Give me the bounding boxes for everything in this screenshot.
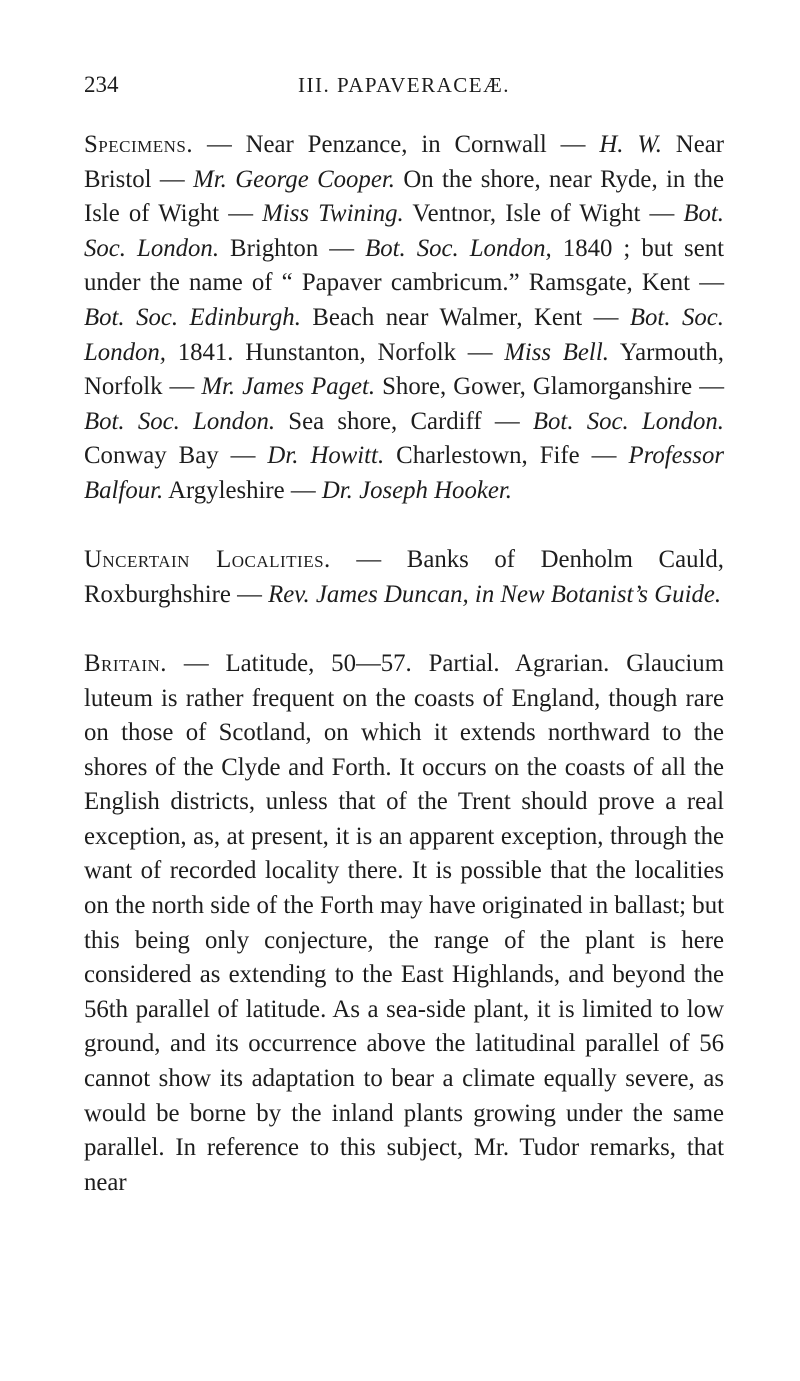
body-text-run: Brighton —	[219, 234, 366, 262]
section-heading: Uncertain Localities.	[84, 546, 331, 574]
body-text-run: Beach near Walmer, Kent —	[300, 303, 630, 331]
italic-citation: H. W.	[599, 131, 662, 158]
body-text-run: — Latitude, 50—57. Partial. Agrarian. Glaucium luteum is rather frequent on the coasts of England, though rare on those of Scotland, on which it extends northward to the shores of the Clyde and Forth. It occurs on the coasts of all the English districts, unless that of the Trent should prove a real exception, as, at present, it is an apparent exception, through the want of recorded locality there. It is possible that the localities on the north side of the Forth may have originated in ballast; but this being only conjecture, the range of the plant is here considered as extending to the East Highlands, and beyond the 56th parallel of latitude. As a sea-side plant, it is limited to low ground, and its occurrence above the latitudinal parallel of 56 cannot show its adaptation to bear a climate equally severe, as would be borne by the inland plants growing under the same parallel. In reference to this subject, Mr. Tudor remarks, that near	[84, 649, 724, 1196]
italic-citation: Mr. James Paget.	[201, 373, 376, 401]
body-text-run: — Banks of Denholm Cauld, Roxburghshire —	[84, 546, 724, 608]
running-title: III. PAPAVERACEÆ.	[297, 73, 511, 97]
body-text-run: — Near Penzance, in Cornwall —	[193, 131, 600, 158]
italic-citation: Bot. Soc. London.	[532, 407, 724, 435]
body-text-run: Conway Bay —	[84, 442, 268, 470]
italic-citation: Bot. Soc. London,	[84, 303, 724, 366]
italic-citation: Bot. Soc. Edinburgh.	[84, 303, 301, 331]
paragraph-uncertain-localities	[84, 543, 724, 612]
body-text-run: 1841. Hunstanton, Norfolk —	[165, 338, 505, 366]
italic-citation: Rev. James Duncan, in New Botanist’s Guide.	[268, 580, 722, 608]
italic-citation: Miss Twining.	[262, 200, 404, 228]
body-text-run: Near Bristol —	[84, 131, 724, 193]
body-text-run: Shore, Gower, Glamorganshire —	[375, 373, 724, 401]
body-text-run: Argyleshire —	[163, 476, 322, 504]
italic-citation: Professor Balfour.	[84, 442, 724, 504]
section-heading: Specimens.	[84, 131, 194, 158]
body-text-run: Ventnor, Isle of Wight —	[403, 200, 684, 228]
italic-citation: Bot. Soc. London,	[365, 234, 552, 262]
body-text-run: Charlestown, Fife —	[384, 442, 629, 470]
italic-citation: Dr. Joseph Hooker.	[321, 476, 512, 504]
italic-citation: Bot. Soc. London.	[84, 407, 276, 435]
section-heading: Britain.	[84, 649, 167, 677]
body-text-run: On the shore, near Ryde, in the Isle of Wight —	[84, 165, 725, 228]
paragraph-specimens	[84, 128, 724, 509]
page-number: 234	[84, 72, 119, 97]
italic-citation: Miss Bell.	[504, 338, 609, 366]
italic-citation: Dr. Howitt.	[267, 442, 385, 470]
body-text	[84, 128, 724, 1200]
italic-citation: Bot. Soc. London.	[84, 200, 724, 262]
italic-citation: Mr. George Cooper.	[193, 165, 395, 193]
running-head	[84, 70, 724, 100]
body-text-run: 1840 ; but sent under the name of “ Papaver cambricum.” Ramsgate, Kent —	[84, 234, 724, 297]
body-text-run: Sea shore, Cardiff —	[275, 407, 533, 435]
body-text-run: Yarmouth, Norfolk —	[84, 338, 724, 401]
paragraph-britain	[84, 647, 724, 1201]
